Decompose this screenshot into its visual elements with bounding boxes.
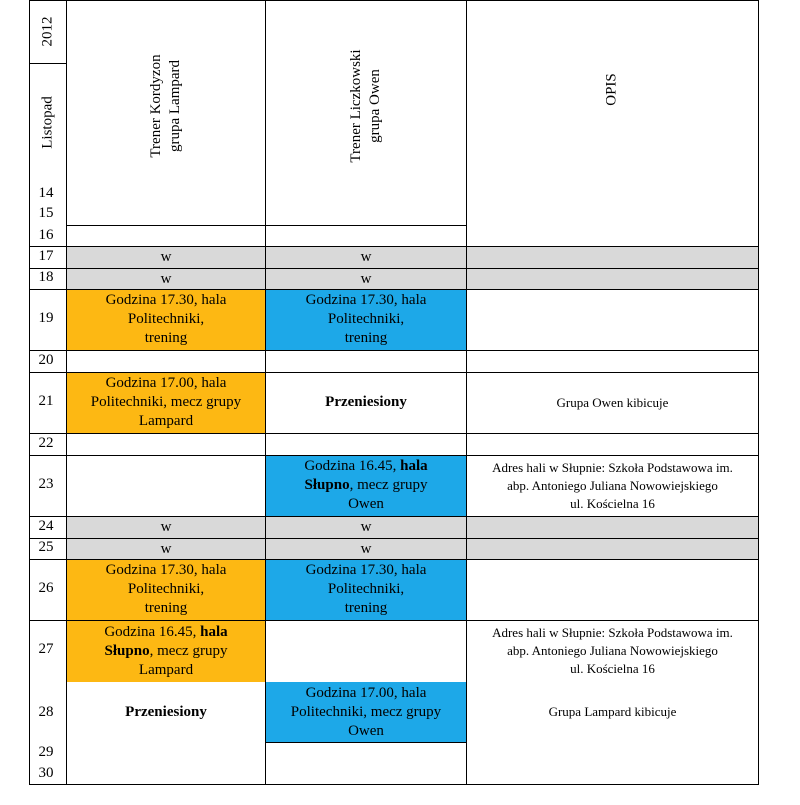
entry-26-owen: Godzina 17.30, hala Politechniki, trening: [305, 562, 427, 616]
day-20: 20: [38, 352, 54, 368]
border-bottom: [29, 784, 759, 785]
entry-28-opis: Grupa Lampard kibicuje: [548, 704, 677, 719]
day-26: 26: [38, 580, 54, 596]
day-19: 19: [38, 310, 54, 326]
day-24: 24: [38, 518, 54, 534]
entry-23-opis: Adres hali w Słupnie: Szkoła Podstawowa im. abp. Antoniego Juliana Nowowiejskiego ul. Kościelna 16: [492, 459, 733, 511]
day-16: 16: [38, 227, 54, 243]
day-25: 25: [38, 539, 54, 555]
entry-21-lampard: Godzina 17.00, hala Politechniki, mecz grupy Lampard: [90, 375, 242, 429]
border-h1: [66, 225, 466, 226]
entry-26-lampard: Godzina 17.30, hala Politechniki, trening: [105, 562, 227, 616]
day-28: 28: [38, 704, 54, 720]
day-27: 27: [38, 641, 54, 657]
border-h13: [266, 742, 466, 743]
border-h7: [29, 433, 759, 434]
border-top: [29, 0, 759, 1]
border-right: [758, 0, 759, 785]
month-label: Listopad: [39, 96, 56, 149]
free-18-owen: w: [360, 270, 372, 287]
coach-kordyzon: Trener Kordyzon: [148, 54, 164, 158]
entry-19-lampard: Godzina 17.30, hala Politechniki, trening: [105, 292, 227, 346]
day-18: 18: [38, 269, 54, 285]
free-25-owen: w: [360, 540, 372, 557]
group-owen: grupa Owen: [367, 69, 383, 143]
group-lampard: grupa Lampard: [167, 59, 183, 153]
day-17: 17: [38, 248, 54, 264]
border-h5: [29, 350, 759, 351]
entry-27-lampard: Godzina 16.45, hala Słupno, mecz grupy Lampard: [104, 623, 228, 678]
entry-21-owen: Przeniesiony: [325, 394, 407, 410]
entry-19-owen: Godzina 17.30, hala Politechniki, trening: [305, 292, 427, 346]
entry-23-owen: Godzina 16.45, hala Słupno, mecz grupy Owen: [304, 458, 428, 512]
day-14: 14: [38, 185, 54, 201]
free-24-owen: w: [360, 519, 372, 535]
year-label: 2012: [39, 16, 56, 47]
entry-28-lampard: Przeniesiony: [125, 703, 207, 720]
column-header-opis: OPIS: [603, 73, 620, 106]
coach-liczkowski: Trener Liczkowski: [348, 49, 364, 163]
day-15: 15: [38, 205, 54, 221]
entry-27-opis: Adres hali w Słupnie: Szkoła Podstawowa im. abp. Antoniego Juliana Nowowiejskiego ul. Kościelna 16: [492, 625, 733, 676]
entry-28-owen: Godzina 17.00, hala Politechniki, mecz grupy Owen: [290, 684, 442, 739]
free-18-lampard: w: [160, 270, 172, 287]
free-25-lampard: w: [160, 540, 172, 557]
entry-21-opis: Grupa Owen kibicuje: [556, 394, 669, 410]
column-header-owen: [347, 26, 387, 186]
day-22: 22: [38, 435, 54, 451]
column-header-lampard: [147, 26, 187, 186]
free-17-owen: w: [360, 249, 372, 265]
free-17-lampard: w: [160, 249, 172, 265]
day-23: 23: [38, 476, 54, 492]
day-21: 21: [38, 393, 54, 409]
day-29: 29: [38, 744, 54, 760]
free-24-lampard: w: [160, 519, 172, 535]
border-year: [29, 63, 67, 64]
day-30: 30: [38, 765, 54, 781]
